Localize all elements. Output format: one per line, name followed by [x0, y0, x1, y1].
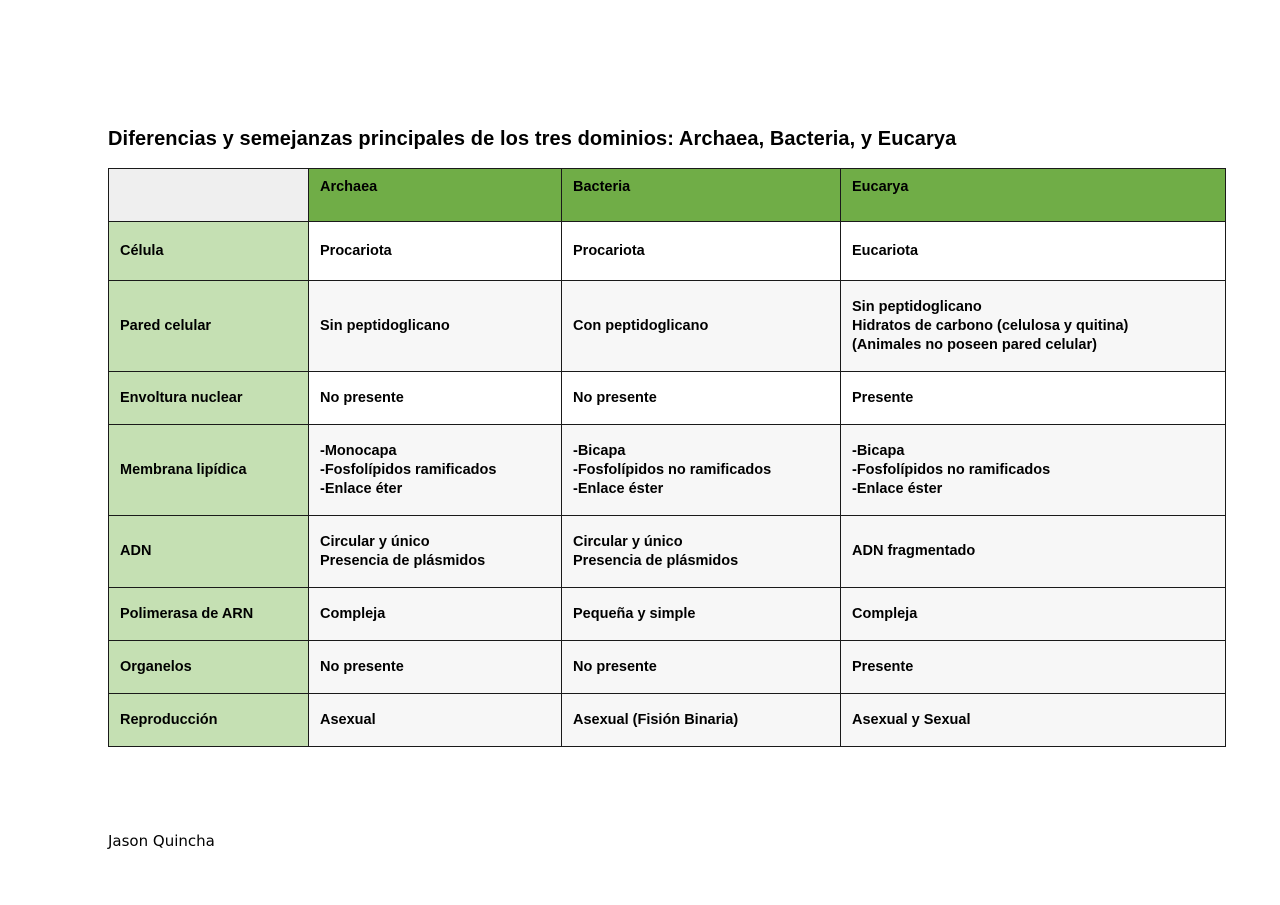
cell-line: Asexual: [320, 711, 376, 728]
cell-line: -Bicapa: [573, 442, 626, 459]
table-row: [109, 516, 1226, 588]
table-cell-archaea: [309, 516, 562, 588]
cell-line: Circular y único: [573, 533, 683, 550]
row-label: Polimerasa de ARN: [109, 588, 309, 641]
table-cell-bacteria: [562, 425, 841, 516]
table-cell-bacteria: [562, 222, 841, 281]
cell-line: -Enlace éster: [852, 480, 943, 497]
table-cell-eucarya: [841, 694, 1226, 747]
table-cell-archaea: [309, 694, 562, 747]
author-name: Jason Quincha: [108, 832, 215, 850]
row-label: Envoltura nuclear: [109, 372, 309, 425]
table-cell-archaea: [309, 222, 562, 281]
table-row: [109, 588, 1226, 641]
cell-line: Presente: [852, 658, 914, 675]
cell-line: Presencia de plásmidos: [320, 552, 486, 569]
cell-line: -Monocapa: [320, 442, 397, 459]
comparison-table: [108, 168, 1226, 747]
table-row: [109, 222, 1226, 281]
cell-line: -Enlace éster: [573, 480, 664, 497]
cell-line: -Fosfolípidos no ramificados: [573, 461, 772, 478]
table-cell-bacteria: [562, 588, 841, 641]
table-cell-eucarya: [841, 281, 1226, 372]
table-cell-bacteria: [562, 641, 841, 694]
cell-line: Pequeña y simple: [573, 605, 696, 622]
cell-line: ADN fragmentado: [852, 543, 976, 559]
table-cell-eucarya: [841, 641, 1226, 694]
table-cell-archaea: [309, 372, 562, 425]
cell-line: Procariota: [573, 242, 645, 259]
table-row: [109, 372, 1226, 425]
table-corner-cell: [109, 169, 309, 222]
table-header-row: [109, 169, 1226, 222]
cell-line: Presencia de plásmidos: [573, 552, 739, 569]
cell-line: Procariota: [320, 242, 392, 259]
table-cell-eucarya: [841, 372, 1226, 425]
table-row: [109, 641, 1226, 694]
cell-line: Compleja: [320, 605, 386, 622]
cell-line: Eucariota: [852, 242, 919, 259]
row-label: Pared celular: [109, 281, 309, 372]
page-title: Diferencias y semejanzas principales de los tres dominios: Archaea, Bacteria, y Eucarya: [108, 128, 957, 150]
table-cell-eucarya: [841, 588, 1226, 641]
table-cell-archaea: [309, 281, 562, 372]
table-row: [109, 425, 1226, 516]
cell-line: -Bicapa: [852, 442, 905, 459]
cell-line: -Fosfolípidos no ramificados: [852, 461, 1051, 478]
cell-line: No presente: [320, 658, 404, 675]
cell-line: (Animales no poseen pared celular): [852, 336, 1097, 353]
cell-line: No presente: [320, 389, 404, 406]
table-cell-archaea: [309, 641, 562, 694]
row-label: Organelos: [109, 641, 309, 694]
row-label: ADN: [109, 516, 309, 588]
table-cell-eucarya: [841, 222, 1226, 281]
cell-line: Circular y único: [320, 533, 430, 550]
table-cell-bacteria: [562, 694, 841, 747]
table-cell-eucarya: [841, 425, 1226, 516]
table-cell-archaea: [309, 588, 562, 641]
cell-line: Con peptidoglicano: [573, 317, 709, 334]
column-header-archaea: Archaea: [309, 169, 562, 222]
column-header-eucarya: Eucarya: [841, 169, 1226, 222]
cell-line: -Enlace éter: [320, 480, 403, 497]
table-cell-archaea: [309, 425, 562, 516]
cell-line: No presente: [573, 658, 657, 675]
column-header-bacteria: Bacteria: [562, 169, 841, 222]
table-row: [109, 694, 1226, 747]
table-cell-bacteria: [562, 516, 841, 588]
cell-line: Asexual (Fisión Binaria): [573, 711, 739, 728]
row-label: Célula: [109, 222, 309, 281]
row-label: Reproducción: [109, 694, 309, 747]
table-cell-bacteria: [562, 372, 841, 425]
cell-line: No presente: [573, 389, 657, 406]
cell-line: Asexual y Sexual: [852, 711, 971, 728]
cell-line: Hidratos de carbono (celulosa y quitina): [852, 317, 1129, 334]
cell-line: Compleja: [852, 605, 918, 622]
cell-line: Presente: [852, 389, 914, 406]
table-cell-eucarya: [841, 516, 1226, 588]
cell-line: Sin peptidoglicano: [320, 317, 450, 334]
table-cell-bacteria: [562, 281, 841, 372]
cell-line: Sin peptidoglicano: [852, 298, 982, 315]
row-label: Membrana lipídica: [109, 425, 309, 516]
cell-line: -Fosfolípidos ramificados: [320, 461, 497, 478]
table-row: [109, 281, 1226, 372]
